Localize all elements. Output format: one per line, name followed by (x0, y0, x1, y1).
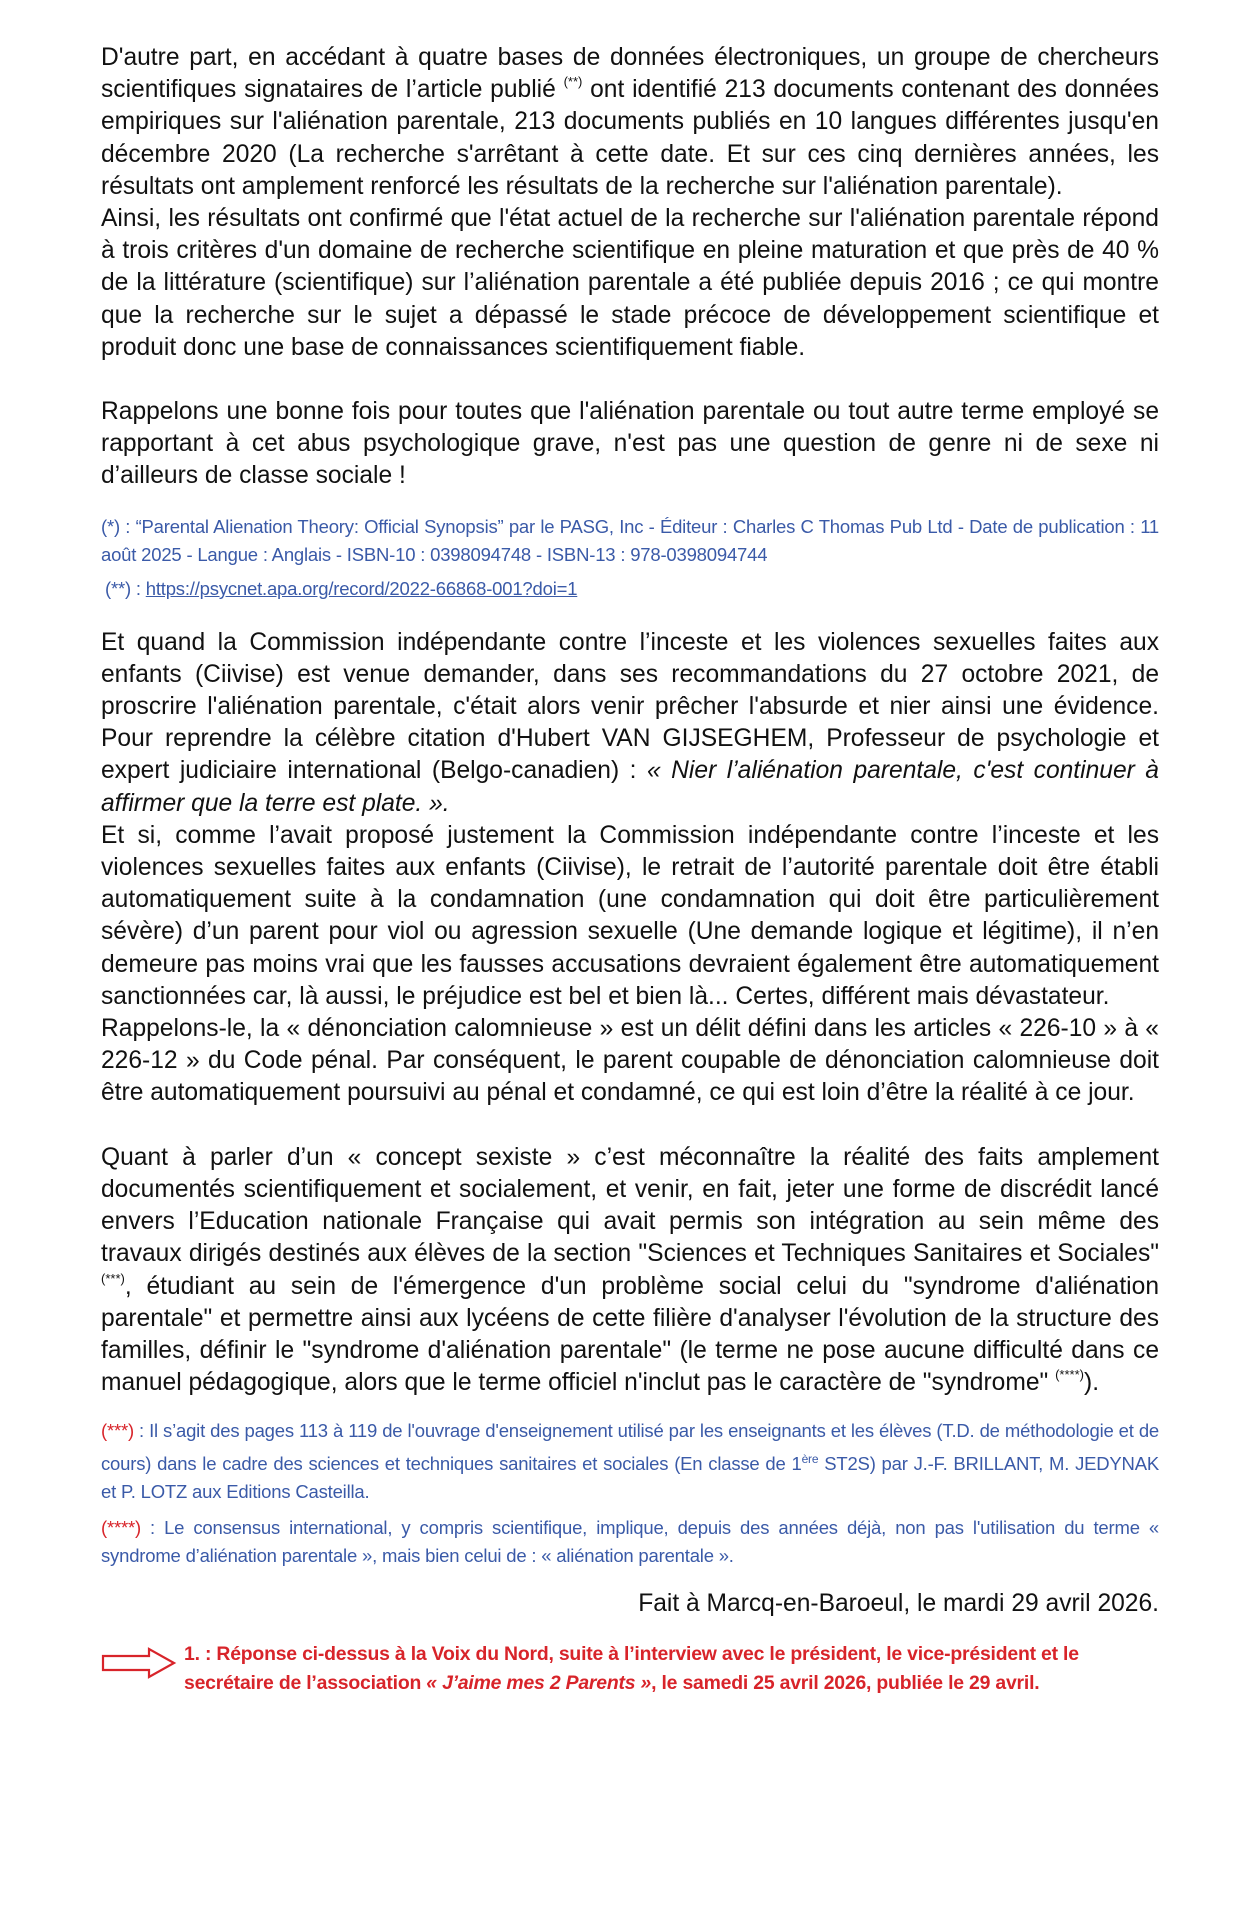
paragraph-parental-authority: Et si, comme l’avait proposé justement la Commission indépendante contre l’inceste et les violences sexuelles faites aux enfants (Ciivise), le retrait de l’autorité parentale doit être établi automatiquement suite à la condamnation (une condamnation qui doit être particulièrement sévère) d’un parent pour viol ou agression sexuelle (Une demande logique et légitime), il n’en demeure pas moins vrai que les fausses accusations devraient également être automatiquement sanctionnées car, là aussi, le préjudice est bel et bien là... Certes, différent mais dévastateur. (101, 821, 1159, 1010)
paragraph-sexist-concept: Quant à parler d’un « concept sexiste » c’est méconnaître la réalité des faits amplement documentés scientifiquement et socialement, et venir, en fait, jeter une forme de discrédit lancé envers l’Education nationale Française qui avait permis son intégration au sein même des travaux dirigés destinés aux élèves de la section "Sciences et Techniques Sanitaires et Sociales" (***), étudiant au sein de l'émergence d'un problème social celui du "syndrome d'aliénation parentale" et permettre ainsi aux lycéens de cette filière d'analyser l'évolution de la structure des familles, définir le "syndrome d'aliénation parentale" (le terme ne pose aucune difficulté dans ce manuel pédagogique, alors que le terme officiel n'inclut pas le caractère de "syndrome" (****)). (101, 1143, 1159, 1397)
footnote-3: (***) : Il s’agit des pages 113 à 119 de l'ouvrage d'enseignement utilisé par les enseignants et les élèves (T.D. de méthodologie et de cours) dans le cadre des sciences et techniques sanitaires et sociales (En classe de 1ère ST2S) par J.-F. BRILLANT, M. JEDYNAK et P. LOTZ aux Editions Casteilla. (101, 1420, 1159, 1503)
footnote-ref-2[interactable]: (**) (563, 74, 583, 90)
psycnet-link[interactable]: https://psycnet.apa.org/record/2022-66868-001?doi=1 (145, 577, 578, 599)
paragraph-false-accusation: Rappelons-le, la « dénonciation calomnieuse » est un délit défini dans les articles « 226-10 » à « 226-12 » du Code pénal. Par conséquent, le parent coupable de dénonciation calomnieuse doit être automatiquement poursuivi au pénal et condamné, ce qui est loin d’être la réalité à ce jour. (101, 1015, 1159, 1107)
paragraph-research-databases: D'autre part, en accédant à quatre bases de données électroniques, un groupe de chercheurs scientifiques signataires de l’article publié (**) ont identifié 213 documents contenant des données empiriques sur l'aliénation parentale, 213 documents publiés en 10 langues différentes jusqu'en décembre 2020 (La recherche s'arrêtant à cette date. Et sur ces cinq dernières années, les résultats ont amplement renforcé les résultats de la recherche sur l'aliénation parentale). (101, 44, 1159, 200)
final-note (101, 1640, 1159, 1698)
paragraph-reminder: Rappelons une bonne fois pour toutes que l'aliénation parentale ou tout autre terme employé se rapportant à cet abus psychologique grave, n'est pas une question de genre ni de sexe ni d’ailleurs de classe sociale ! (101, 398, 1159, 490)
footnote-ref-4[interactable]: (****) (1055, 1367, 1084, 1383)
quote-van-gijseghem: « Nier l’aliénation parentale, c'est continuer à affirmer que la terre est plate. ». (101, 757, 1159, 817)
arrow-right-icon (101, 1646, 177, 1680)
footnote-1: (*) : “Parental Alienation Theory: Official Synopsis” par le PASG, Inc - Éditeur : Charles C Thomas Pub Ltd - Date de publication : 11 août 2025 - Langue : Anglais - ISBN-10 : 0398094748 - ISBN-13 : 978-0398094744 (101, 515, 1159, 565)
footnote-4: (****) : Le consensus international, y compris scientifique, implique, depuis des années déjà, non pas l'utilisation du terme « syndrome d’aliénation parentale », mais bien celui de : « aliénation parentale ». (101, 1517, 1159, 1567)
paragraph-research-results: Ainsi, les résultats ont confirmé que l'état actuel de la recherche sur l'aliénation parentale répond à trois critères d'un domaine de recherche scientifique en pleine maturation et que près de 40 % de la littérature (scientifique) sur l’aliénation parentale a été publiée depuis 2016 ; ce qui montre que la recherche sur le sujet a dépassé le stade précoce de développement scientifique et produit donc une base de connaissances scientifiquement fiable. (101, 205, 1159, 361)
final-note-text: 1. : Réponse ci-dessus à la Voix du Nord, suite à l’interview avec le président, le vice-président et le secrétaire de l’association « J’aime mes 2 Parents », le samedi 25 avril 2026, publiée le 29 avril. (184, 1643, 1079, 1695)
footnote-ref-3[interactable]: (***) (101, 1270, 125, 1286)
paragraph-ciivise: Et quand la Commission indépendante contre l’inceste et les violences sexuelles faites aux enfants (Ciivise) est venue demander, dans ses recommandations du 27 octobre 2021, de proscrire l'aliénation parentale, c'était alors venir prêcher l'absurde et nier ainsi une évidence. Pour reprendre la célèbre citation d'Hubert VAN GIJSEGHEM, Professeur de psychologie et expert judiciaire international (Belgo-canadien) : « Nier l’aliénation parentale, c'est continuer à affirmer que la terre est plate. ». (101, 628, 1159, 817)
footnote-2: (**) : https://psycnet.apa.org/record/2022-66868-001?doi=1 (105, 577, 578, 599)
association-name: « J’aime mes 2 Parents » (426, 1672, 652, 1695)
signoff-date: Fait à Marcq-en-Baroeul, le mardi 29 avril 2026. (638, 1590, 1159, 1618)
